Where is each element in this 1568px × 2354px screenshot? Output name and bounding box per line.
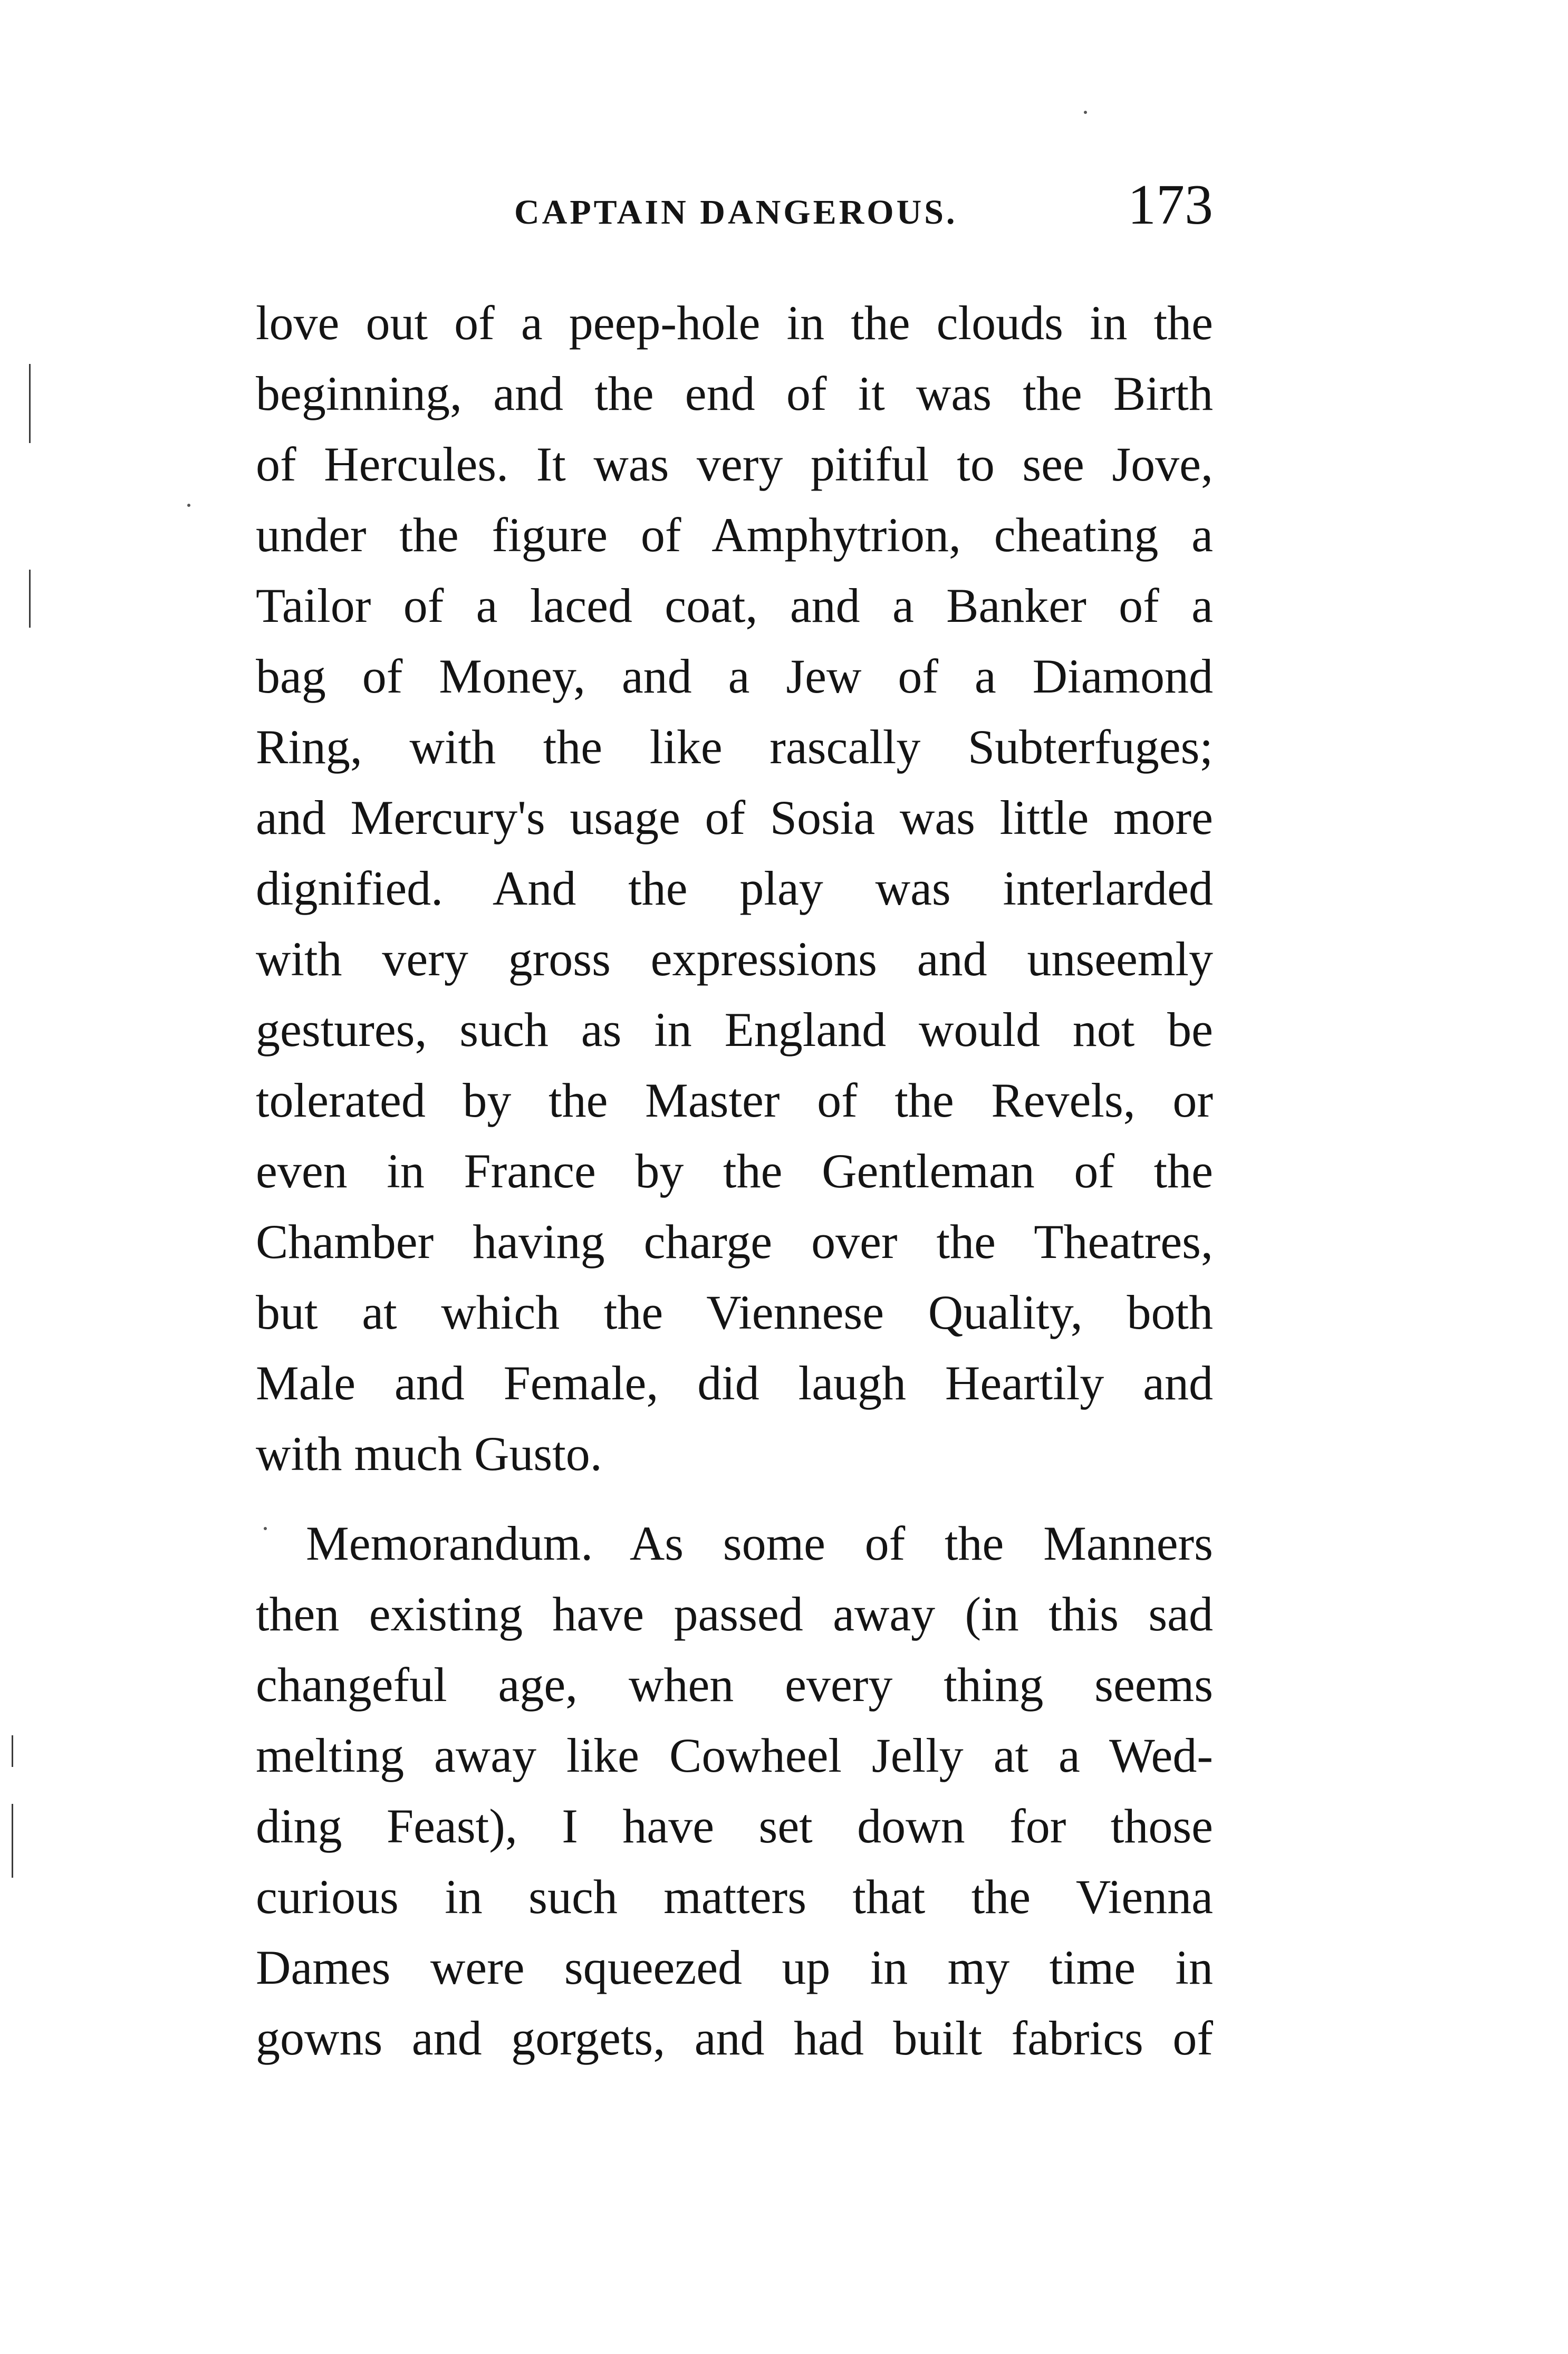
text-line: but at which the Viennese Quality, both [256, 1285, 1213, 1339]
paragraph-1 [256, 287, 1213, 1489]
text-line: Ring, with the like rascally Subterfuges; [256, 720, 1213, 774]
text-line: of Hercules. It was very pitiful to see Jove, [256, 437, 1213, 491]
text-line: then existing have passed away (in this sad [256, 1587, 1213, 1641]
running-head [256, 174, 1213, 251]
scan-margin-mark [12, 1735, 13, 1767]
paragraph-2 [256, 1508, 1213, 2073]
scan-margin-mark [12, 1804, 13, 1878]
text-line: bag of Money, and a Jew of a Diamond [256, 649, 1213, 703]
text-line: under the figure of Amphytrion, cheating a [256, 508, 1213, 562]
text-line: Male and Female, did laugh Heartily and [256, 1356, 1213, 1410]
page-number: 173 [1128, 174, 1213, 236]
text-line: beginning, and the end of it was the Birth [256, 367, 1213, 420]
text-line: dignified. And the play was interlarded [256, 861, 1213, 915]
running-title: CAPTAIN DANGEROUS. [514, 193, 958, 232]
text-line: with much Gusto. [256, 1427, 602, 1481]
scan-dust-speck [1084, 111, 1087, 114]
scan-margin-mark [29, 570, 31, 628]
body-text [256, 287, 1213, 2073]
scan-dust-speck [264, 1527, 267, 1530]
text-line: Memorandum. As some of the Manners [306, 1516, 1213, 1570]
text-line: even in France by the Gentleman of the [256, 1144, 1213, 1198]
text-line: ding Feast), I have set down for those [256, 1799, 1213, 1853]
text-line: and Mercury's usage of Sosia was little more [256, 791, 1213, 844]
text-line: melting away like Cowheel Jelly at a Wed- [256, 1728, 1213, 1782]
text-line: Chamber having charge over the Theatres, [256, 1215, 1213, 1269]
text-line: Dames were squeezed up in my time in [256, 1940, 1213, 1994]
text-line: changeful age, when every thing seems [256, 1658, 1213, 1712]
text-line: love out of a peep-hole in the clouds in the [256, 296, 1213, 350]
scan-margin-mark [29, 364, 31, 443]
text-line: tolerated by the Master of the Revels, or [256, 1073, 1213, 1127]
text-line: Tailor of a laced coat, and a Banker of a [256, 579, 1213, 632]
text-line: with very gross expressions and unseemly [256, 932, 1213, 986]
scan-dust-speck [187, 504, 190, 507]
paragraph-gap [256, 1489, 1213, 1508]
text-line: curious in such matters that the Vienna [256, 1870, 1213, 1924]
text-line: gestures, such as in England would not be [256, 1003, 1213, 1056]
text-line: gowns and gorgets, and had built fabrics of [256, 2011, 1213, 2065]
